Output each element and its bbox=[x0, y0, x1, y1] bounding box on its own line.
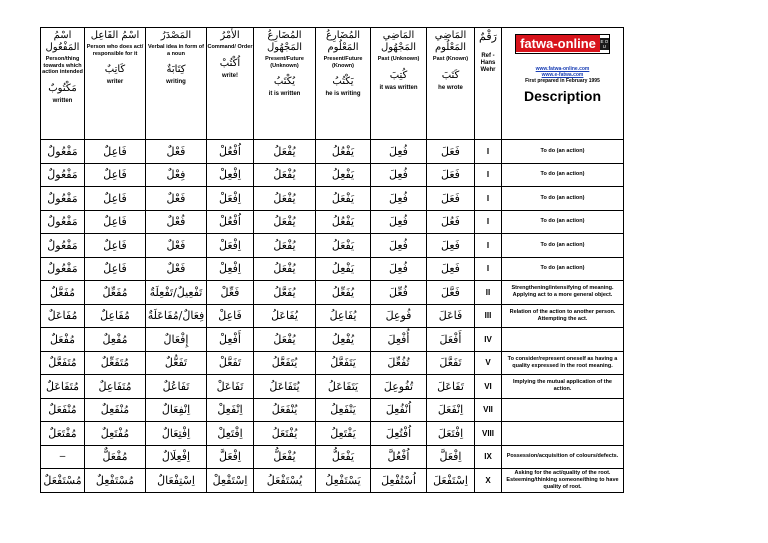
verb-form-cell: اِسْتَفْعَلَ bbox=[427, 469, 475, 493]
column-header-arabic: المُضَارِعُ المَجْهُول bbox=[266, 30, 303, 53]
verb-form-cell: اُفْعُلْ bbox=[207, 210, 254, 234]
brand-logo-text: fatwa-online bbox=[516, 35, 600, 52]
table-row bbox=[41, 187, 624, 211]
verb-form-cell: فَاعِلٌ bbox=[85, 210, 146, 234]
table-row bbox=[41, 257, 624, 281]
verb-form-cell: فُعِلَ bbox=[371, 210, 427, 234]
verb-form-cell: فَاعِلٌ bbox=[85, 234, 146, 258]
table-row bbox=[41, 234, 624, 258]
form-number: X bbox=[475, 469, 502, 493]
form-description: Possession/acquisition of colours/defects. bbox=[502, 445, 624, 469]
column-header-translation: it was written bbox=[379, 84, 418, 91]
verb-form-cell: يُفْعَلُ bbox=[254, 328, 316, 352]
column-header-translation: he is writing bbox=[325, 91, 361, 97]
verb-form-cell: يُفْتَعَلُ bbox=[254, 422, 316, 446]
verb-form-cell: يُسْتَفْعَلُ bbox=[254, 469, 316, 493]
verb-form-cell: تَفَعُّلٌ bbox=[146, 351, 207, 375]
verb-form-cell: اِفْعِلْ bbox=[207, 257, 254, 281]
column-header-english: Person/thing towards which action intended bbox=[42, 56, 83, 75]
form-number: I bbox=[475, 163, 502, 187]
column-header bbox=[146, 28, 207, 140]
verb-form-cell: مَفْعُولٌ bbox=[41, 140, 85, 164]
verb-form-cell: فُعِلَ bbox=[371, 187, 427, 211]
column-header-translation: writer bbox=[106, 79, 124, 85]
verb-form-cell: يُفْعَلُ bbox=[254, 187, 316, 211]
column-header bbox=[41, 28, 85, 140]
table-row bbox=[41, 375, 624, 399]
brand-logo-badge: E O U bbox=[600, 38, 609, 49]
verb-form-cell: مُفْعَلٌّ bbox=[85, 445, 146, 469]
website-link[interactable]: www.e-fatwa.com bbox=[541, 72, 584, 78]
verb-form-cell: يُفْعَلُ bbox=[254, 163, 316, 187]
description-column-header bbox=[502, 28, 624, 140]
column-header-arabic: المَصْدَرُ bbox=[160, 30, 192, 41]
form-description bbox=[502, 398, 624, 422]
verb-form-cell: فَاعِلٌ bbox=[85, 257, 146, 281]
column-header bbox=[316, 28, 371, 140]
form-description: To do (an action) bbox=[502, 210, 624, 234]
verb-form-cell: يَفْعُلُ bbox=[316, 210, 371, 234]
column-header-english: Present/Future (Known) bbox=[323, 56, 363, 69]
column-header-english: Past (Known) bbox=[432, 56, 469, 62]
column-header-arabic: المَاضِي المَعْلُوم bbox=[434, 30, 467, 53]
verb-form-cell: تَفَعَّلْ bbox=[207, 351, 254, 375]
verb-form-cell: اِنْفَعِلْ bbox=[207, 398, 254, 422]
verb-form-cell: مُفْعَلٌ bbox=[41, 328, 85, 352]
verb-form-cell: فَعِلَ bbox=[427, 234, 475, 258]
form-description: To do (an action) bbox=[502, 140, 624, 164]
verb-form-cell: مُنْفَعَلٌ bbox=[41, 398, 85, 422]
form-description: To consider/represent oneself as having a quality expressed in the root meaning. bbox=[502, 351, 624, 375]
verb-form-cell: مُفَعِّلٌ bbox=[85, 281, 146, 305]
column-header-arabic: المُضَارِعُ المَعْلُوم bbox=[325, 30, 361, 53]
verb-form-cell: مَفْعُولٌ bbox=[41, 187, 85, 211]
form-description: Relation of the action to another person. Attempting the act. bbox=[502, 304, 624, 328]
verb-form-cell: – bbox=[41, 445, 85, 469]
verb-form-cell: يَفْعَلُ bbox=[316, 234, 371, 258]
column-header-example: كَاتِبٌ bbox=[104, 64, 126, 75]
verb-form-cell: مُتَفَعِّلٌ bbox=[85, 351, 146, 375]
form-number: II bbox=[475, 281, 502, 305]
verb-form-cell: يَفْعَلُّ bbox=[316, 445, 371, 469]
column-header bbox=[85, 28, 146, 140]
verb-form-cell: يُفْعَلُ bbox=[254, 257, 316, 281]
column-header-translation: it is written bbox=[268, 91, 301, 97]
verb-form-cell: مُتَفَاعِلٌ bbox=[85, 375, 146, 399]
verb-forms-table bbox=[40, 27, 624, 493]
verb-form-cell: اِفْعَلْ bbox=[207, 234, 254, 258]
brand-logo[interactable] bbox=[515, 34, 610, 54]
table-row bbox=[41, 210, 624, 234]
verb-form-cell: فَعُلَ bbox=[427, 210, 475, 234]
verb-form-cell: اِفْعِلَالٌ bbox=[146, 445, 207, 469]
form-description: To do (an action) bbox=[502, 234, 624, 258]
verb-form-cell: يُتَفَاعَلُ bbox=[254, 375, 316, 399]
column-header-english: Past (Unknown) bbox=[377, 56, 420, 62]
column-header-example: كِتَابَةٌ bbox=[166, 64, 186, 75]
verb-form-cell: مُسْتَفْعِلٌ bbox=[85, 469, 146, 493]
verb-form-cell: مُفَاعِلٌ bbox=[85, 304, 146, 328]
verb-form-cell: يَنْفَعِلُ bbox=[316, 398, 371, 422]
column-header-example: يُكْتَبُ bbox=[273, 76, 296, 87]
verb-form-cell: فُعِلَ bbox=[371, 257, 427, 281]
column-header-arabic: الأَمْرُ bbox=[220, 30, 240, 41]
verb-form-cell: إِفْعَالٌ bbox=[146, 328, 207, 352]
form-number: VI bbox=[475, 375, 502, 399]
table-row bbox=[41, 445, 624, 469]
verb-form-cell: فَعْلٌ bbox=[146, 234, 207, 258]
verb-form-cell: فِعْلٌ bbox=[146, 163, 207, 187]
column-header-arabic: اسْمُ الفَاعِل bbox=[90, 30, 140, 41]
verb-form-cell: يُفْعَلُ bbox=[254, 234, 316, 258]
verb-form-cell: اِفْتَعَلَ bbox=[427, 422, 475, 446]
form-description: To do (an action) bbox=[502, 163, 624, 187]
header-row bbox=[41, 28, 624, 140]
verb-form-cell: مُتَفَاعَلٌ bbox=[41, 375, 85, 399]
verb-form-cell: فُعْلٌ bbox=[146, 210, 207, 234]
verb-form-cell: فُعِلَ bbox=[371, 234, 427, 258]
verb-form-cell: مُفْتَعَلٌ bbox=[41, 422, 85, 446]
verb-form-cell: مُنْفَعِلٌ bbox=[85, 398, 146, 422]
form-number: IX bbox=[475, 445, 502, 469]
reference-header: Ref - Hans Wehr bbox=[480, 53, 496, 73]
verb-form-cell: فَعْلٌ bbox=[146, 140, 207, 164]
form-number: III bbox=[475, 304, 502, 328]
verb-form-cell: يُنْفَعَلُ bbox=[254, 398, 316, 422]
verb-form-cell: فَعْلٌ bbox=[146, 187, 207, 211]
verb-form-cell: مُفْتَعِلٌ bbox=[85, 422, 146, 446]
verb-form-cell: فَعَّلَ bbox=[427, 281, 475, 305]
verb-form-cell: يَفْعِلُ bbox=[316, 257, 371, 281]
prepared-date: First prepared in February 1995 bbox=[525, 78, 600, 84]
verb-form-cell: يَفْعِلُ bbox=[316, 163, 371, 187]
verb-form-cell: اِنْفِعَالٌ bbox=[146, 398, 207, 422]
column-header-example: يَكْتُبُ bbox=[332, 76, 354, 87]
verb-form-cell: يُفْعَلُ bbox=[254, 210, 316, 234]
verb-form-cell: فُعِّلَ bbox=[371, 281, 427, 305]
verb-form-cell: يُفَعَّلُ bbox=[254, 281, 316, 305]
verb-form-cell: فَعَلَ bbox=[427, 187, 475, 211]
verb-form-cell: مُتَفَعَّلٌ bbox=[41, 351, 85, 375]
verb-form-cell: فَاعِلٌ bbox=[85, 163, 146, 187]
verb-form-cell: اِسْتِفْعَالٌ bbox=[146, 469, 207, 493]
column-header bbox=[254, 28, 316, 140]
table-row bbox=[41, 281, 624, 305]
form-number: IV bbox=[475, 328, 502, 352]
verb-form-cell: اِفْتِعَالٌ bbox=[146, 422, 207, 446]
table-row bbox=[41, 469, 624, 493]
form-number: I bbox=[475, 234, 502, 258]
form-description: To do (an action) bbox=[502, 257, 624, 281]
verb-form-cell: اِفْعَلَّ bbox=[207, 445, 254, 469]
verb-form-cell: اِسْتَفْعِلْ bbox=[207, 469, 254, 493]
verb-form-cell: فَاعَلَ bbox=[427, 304, 475, 328]
verb-form-cell: أَفْعَلَ bbox=[427, 328, 475, 352]
verb-form-cell: اِفْتَعِلْ bbox=[207, 422, 254, 446]
verb-form-cell: مَفْعُولٌ bbox=[41, 210, 85, 234]
verb-form-cell: يُفَاعَلُ bbox=[254, 304, 316, 328]
table-row bbox=[41, 422, 624, 446]
verb-form-cell: مُفَاعَلٌ bbox=[41, 304, 85, 328]
verb-form-cell: يُفْعَلُّ bbox=[254, 445, 316, 469]
verb-form-cell: فَعْلٌ bbox=[146, 257, 207, 281]
verb-form-cell: يَفْعَلُ bbox=[316, 187, 371, 211]
verb-form-cell: فَعَلَ bbox=[427, 140, 475, 164]
verb-form-cell: تُفُعِّلَ bbox=[371, 351, 427, 375]
verb-form-cell: مُفْعِلٌ bbox=[85, 328, 146, 352]
form-number: I bbox=[475, 210, 502, 234]
verb-form-cell: فَاعِلٌ bbox=[85, 140, 146, 164]
verb-form-cell: فِعَالٌ/مُفَاعَلَةٌ bbox=[146, 304, 207, 328]
table-row bbox=[41, 304, 624, 328]
verb-form-cell: يُفَعِّلُ bbox=[316, 281, 371, 305]
column-header-translation: he wrote bbox=[438, 84, 463, 91]
verb-form-cell: اِنْفَعَلَ bbox=[427, 398, 475, 422]
verb-form-cell: تَفَاعَلَ bbox=[427, 375, 475, 399]
table-row bbox=[41, 351, 624, 375]
verb-form-cell: فَاعِلْ bbox=[207, 304, 254, 328]
verb-form-cell: اِفْعِلْ bbox=[207, 163, 254, 187]
verb-form-cell: يُفْعَلُ bbox=[254, 140, 316, 164]
form-number: VII bbox=[475, 398, 502, 422]
verb-form-cell: فُعِلَ bbox=[371, 140, 427, 164]
verb-form-cell: فَعِلَ bbox=[427, 257, 475, 281]
form-number: V bbox=[475, 351, 502, 375]
column-header-arabic: المَاضِي المَجْهُول bbox=[380, 30, 417, 53]
form-number: I bbox=[475, 140, 502, 164]
website-link[interactable]: www.fatwa-online.com bbox=[535, 66, 590, 72]
column-header-english: Present/Future (Unknown) bbox=[265, 56, 304, 69]
verb-form-cell: مُسْتَفْعَلٌ bbox=[41, 469, 85, 493]
verb-form-cell: يَتَفَعَّلُ bbox=[316, 351, 371, 375]
verb-form-cell: تُفُوعِلَ bbox=[371, 375, 427, 399]
table-row bbox=[41, 140, 624, 164]
verb-form-cell: يُتَفَعَّلُ bbox=[254, 351, 316, 375]
column-header-english: Command/ Order bbox=[207, 44, 253, 50]
table-row bbox=[41, 398, 624, 422]
verb-form-cell: مَفْعُولٌ bbox=[41, 163, 85, 187]
column-header-example: كَتَبَ bbox=[441, 69, 460, 81]
verb-form-cell: تَفَعَّلَ bbox=[427, 351, 475, 375]
form-number: I bbox=[475, 257, 502, 281]
verb-form-cell: فَعِّلْ bbox=[207, 281, 254, 305]
verb-form-cell: اِفْعَلْ bbox=[207, 187, 254, 211]
form-description: To do (an action) bbox=[502, 187, 624, 211]
column-header-example: اُكْتُبْ bbox=[219, 57, 241, 69]
description-title: Description bbox=[523, 88, 601, 104]
verb-form-cell: اُنْفُعِلَ bbox=[371, 398, 427, 422]
verb-form-cell: يَفْتَعِلُ bbox=[316, 422, 371, 446]
column-header bbox=[371, 28, 427, 140]
verb-form-cell: يُفْعِلُ bbox=[316, 328, 371, 352]
verb-form-cell: يُفَاعِلُ bbox=[316, 304, 371, 328]
verb-form-cell: اِفْعَلَّ bbox=[427, 445, 475, 469]
verb-form-cell: اُفْعُلْ bbox=[207, 140, 254, 164]
form-description: Asking for the act/quality of the root. Esteeming/thinking someone/thing to have quality of root. bbox=[502, 469, 624, 493]
column-header bbox=[207, 28, 254, 140]
form-description: Implying the mutual application of the action. bbox=[502, 375, 624, 399]
column-header-english: Person who does act/ responsible for it bbox=[86, 44, 144, 57]
verb-form-cell: فُعِلَ bbox=[371, 163, 427, 187]
column-header-translation: writing bbox=[166, 79, 186, 85]
verb-form-cell: فَاعِلٌ bbox=[85, 187, 146, 211]
form-description bbox=[502, 422, 624, 446]
verb-form-cell: يَسْتَفْعِلُ bbox=[316, 469, 371, 493]
verb-form-cell: يَفْعُلُ bbox=[316, 140, 371, 164]
form-number: VIII bbox=[475, 422, 502, 446]
form-description: Strengthening/intensifying of meaning. Applying act to a more general object. bbox=[502, 281, 624, 305]
verb-form-cell: اُفْتُعِلَ bbox=[371, 422, 427, 446]
number-column-header bbox=[475, 28, 502, 140]
verb-form-cell: مَفْعُولٌ bbox=[41, 257, 85, 281]
form-description bbox=[502, 328, 624, 352]
verb-form-cell: فَعَلَ bbox=[427, 163, 475, 187]
verb-form-cell: تَفَاعَلْ bbox=[207, 375, 254, 399]
verb-form-cell: يَتَفَاعَلُ bbox=[316, 375, 371, 399]
column-header-translation: written bbox=[52, 97, 73, 104]
column-header bbox=[427, 28, 475, 140]
column-header-arabic: اسْمُ المَفْعُول bbox=[45, 30, 80, 53]
form-number: I bbox=[475, 187, 502, 211]
number-header-arabic: رَقْمٌ bbox=[479, 30, 497, 43]
verb-form-cell: اُفْعُلَّ bbox=[371, 445, 427, 469]
verb-form-cell: اُسْتُفْعِلَ bbox=[371, 469, 427, 493]
table-row bbox=[41, 163, 624, 187]
verb-form-cell: تَفَاعُلٌ bbox=[146, 375, 207, 399]
verb-form-cell: أُفْعِلَ bbox=[371, 328, 427, 352]
table-row bbox=[41, 328, 624, 352]
column-header-example: مَكْتُوبٌ bbox=[48, 82, 77, 94]
column-header-english: Verbal idea in form of a noun bbox=[148, 44, 204, 57]
verb-form-cell: فُوعِلَ bbox=[371, 304, 427, 328]
verb-form-cell: أَفْعِلْ bbox=[207, 328, 254, 352]
verb-form-cell: مَفْعُولٌ bbox=[41, 234, 85, 258]
column-header-translation: write! bbox=[221, 72, 238, 79]
verb-form-cell: مُفَعَّلٌ bbox=[41, 281, 85, 305]
verb-form-cell: تَفْعِيلٌ/تَفْعِلَةٌ bbox=[146, 281, 207, 305]
column-header-example: كُتِبَ bbox=[389, 69, 408, 81]
